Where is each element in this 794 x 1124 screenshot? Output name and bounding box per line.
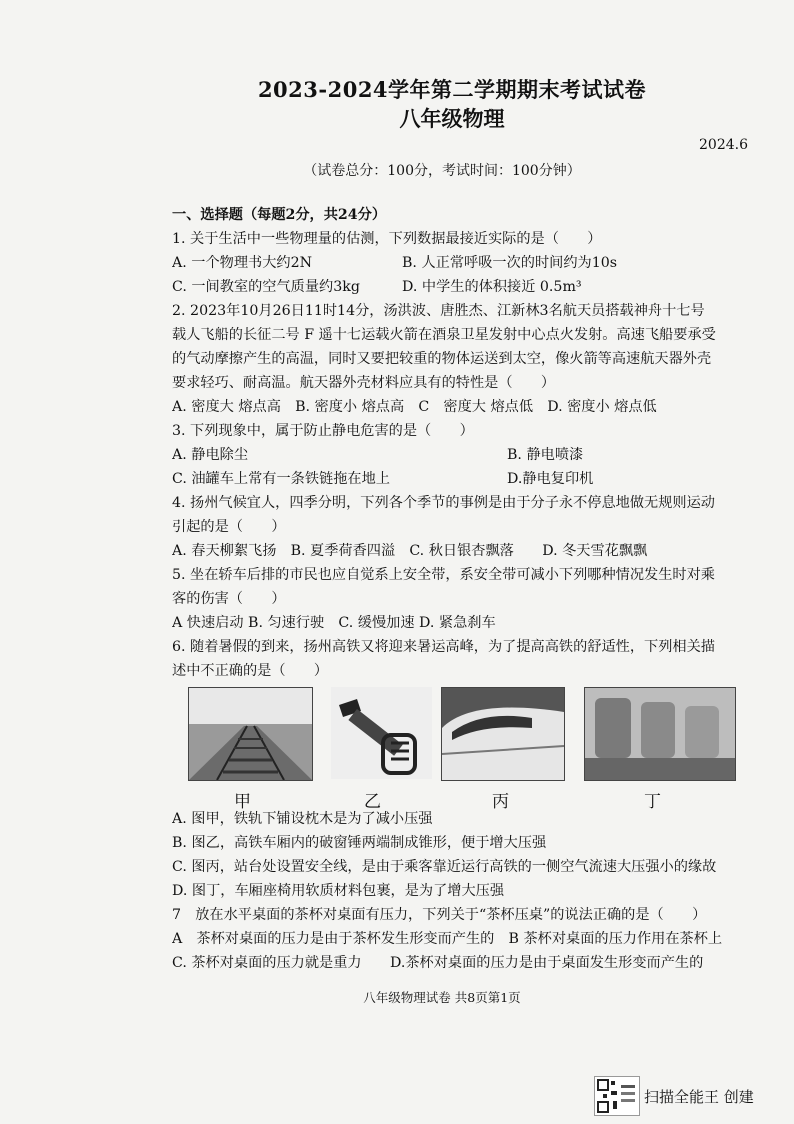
q3-stem: 3. 下列现象中，属于防止静电危害的是（ ）	[172, 423, 474, 439]
q6-option-b: B. 图乙，高铁车厢内的破窗锤两端制成锥形，便于增大压强	[172, 835, 547, 851]
exam-info: （试卷总分：100分，考试时间：100分钟）	[303, 163, 581, 179]
q6-option-a: A. 图甲，铁轨下铺设枕木是为了减小压强	[172, 811, 433, 827]
q6-line-1: 6. 随着暑假的到来，扬州高铁又将迎来暑运高峰，为了提高高铁的舒适性，下列相关描	[172, 639, 715, 655]
q7-options-cd: C. 茶杯对桌面的压力就是重力 D.茶杯对桌面的压力是由于桌面发生形变而产生的	[172, 955, 704, 971]
figure-bing-train-image	[441, 687, 565, 781]
exam-subject: 八年级物理	[399, 106, 505, 131]
q5-options: A 快速启动 B. 匀速行驶 C. 缓慢加速 D. 紧急刹车	[172, 615, 496, 631]
section-title: 一、选择题（每题2分，共24分）	[172, 207, 387, 223]
q3-option-a: A. 静电除尘	[172, 447, 249, 463]
q3-options-cd	[172, 467, 757, 491]
q1-options-ab	[172, 251, 757, 275]
exam-title: 2023-2024学年第二学期期末考试试卷	[257, 77, 647, 102]
q3-option-d: D.静电复印机	[507, 471, 594, 487]
figure-label-yi: 乙	[364, 792, 381, 812]
q6-line-2: 述中不正确的是（ ）	[172, 663, 329, 679]
figure-jia-railway-image	[188, 687, 313, 781]
q2-line-1: 2. 2023年10月26日11时14分，汤洪波、唐胜杰、江新林3名航天员搭载神舟十七号	[172, 303, 705, 319]
q6-option-c: C. 图丙，站台处设置安全线，是由于乘客靠近运行高铁的一侧空气流速大压强小的缘故	[172, 859, 717, 875]
q2-line-3: 的气动摩擦产生的高温，同时又要把较重的物体运送到太空，像火箭等高速航天器外壳	[172, 351, 712, 367]
figure-label-ding: 丁	[644, 792, 661, 812]
watermark-text: 扫描全能王 创建	[644, 1087, 754, 1106]
figure-label-jia: 甲	[234, 792, 251, 812]
q3-option-b: B. 静电喷漆	[507, 447, 584, 463]
q7-options-ab: A 茶杯对桌面的压力是由于茶杯发生形变而产生的 B 茶杯对桌面的压力作用在茶杯上	[172, 931, 723, 947]
q1-option-c: C. 一间教室的空气质量约3kg	[172, 279, 360, 295]
q2-line-2: 载人飞船的长征二号 F 遥十七运载火箭在酒泉卫星发射中心点火发射。高速飞船要承受	[172, 327, 716, 343]
q6-figures	[172, 687, 757, 812]
q3-option-c: C. 油罐车上常有一条铁链拖在地上	[172, 471, 390, 487]
q4-line-1: 4. 扬州气候宜人，四季分明，下列各个季节的事例是由于分子永不停息地做无规则运动	[172, 495, 715, 511]
page-footer: 八年级物理试卷 共8页第1页	[363, 990, 521, 1005]
q5-line-1: 5. 坐在轿车后排的市民也应自觉系上安全带，系安全带可减小下列哪种情况发生时对乘	[172, 567, 715, 583]
figure-ding-seat-image	[584, 687, 736, 781]
q1-stem: 1. 关于生活中一些物理量的估测，下列数据最接近实际的是（ ）	[172, 231, 602, 247]
q3-options-ab	[172, 443, 757, 467]
q1-option-d: D. 中学生的体积接近 0.5m³	[402, 279, 582, 295]
q7-stem: 7 放在水平桌面的茶杯对桌面有压力，下列关于“茶杯压桌”的说法正确的是（ ）	[172, 907, 707, 923]
q5-line-2: 客的伤害（ ）	[172, 591, 286, 607]
q1-options-cd	[172, 275, 757, 299]
q4-line-2: 引起的是（ ）	[172, 519, 286, 535]
q4-options: A. 春天柳絮飞扬 B. 夏季荷香四溢 C. 秋日银杏飘落 D. 冬天雪花飘飘	[172, 543, 648, 559]
figure-label-bing: 丙	[492, 792, 509, 812]
q2-line-4: 要求轻巧、耐高温。航天器外壳材料应具有的特性是（ ）	[172, 375, 556, 391]
q2-options: A. 密度大 熔点高 B. 密度小 熔点高 C 密度大 熔点低 D. 密度小 熔点低	[172, 399, 657, 415]
question-content	[172, 203, 757, 975]
q1-option-a: A. 一个物理书大约2N	[172, 255, 313, 271]
qr-code-icon	[594, 1076, 640, 1116]
scanner-watermark	[594, 1076, 754, 1116]
q6-option-d: D. 图丁，车厢座椅用软质材料包裹，是为了增大压强	[172, 883, 505, 899]
exam-date: 2024.6	[699, 137, 748, 153]
figure-yi-hammer-image	[331, 687, 432, 779]
q1-option-b: B. 人正常呼吸一次的时间约为10s	[402, 255, 618, 271]
